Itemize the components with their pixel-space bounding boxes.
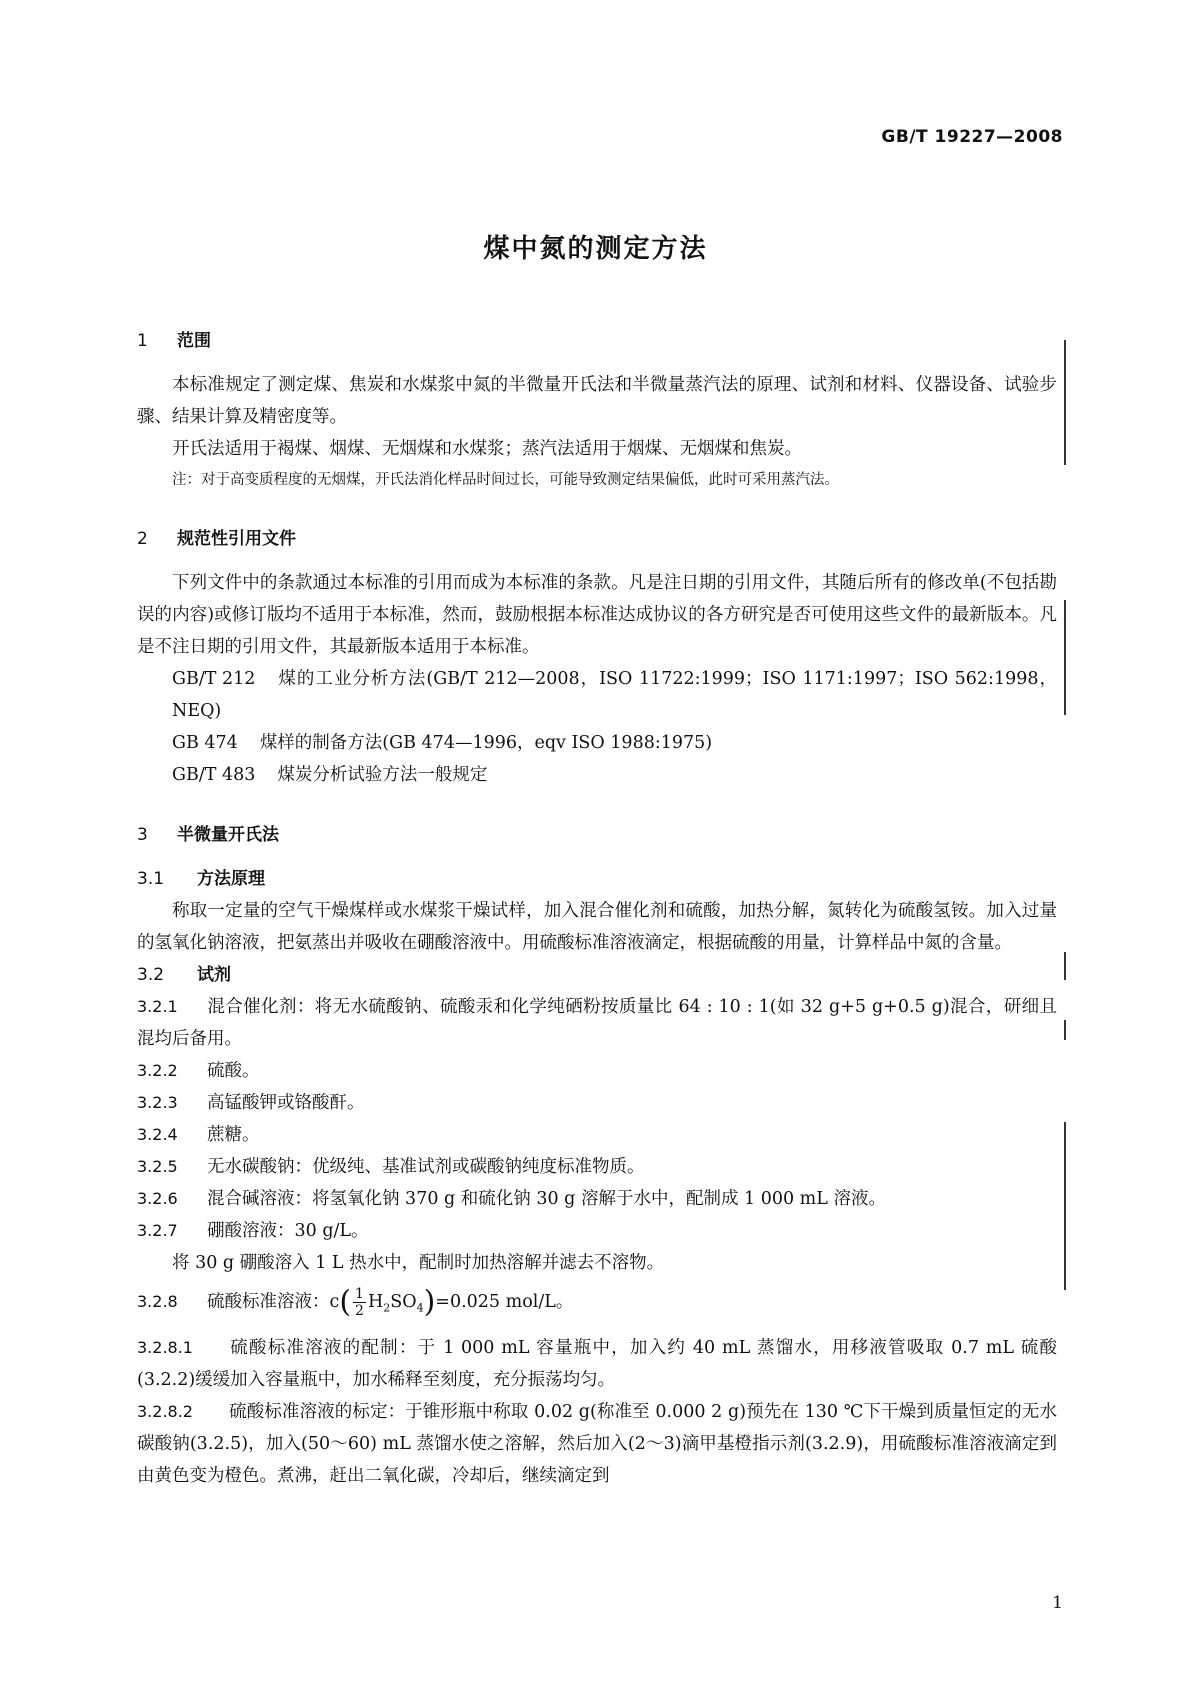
clause-number: 3.2.2: [137, 1061, 178, 1080]
section-title: 半微量开氏法: [177, 825, 279, 845]
clause-3-2-8-2: [137, 1396, 1057, 1492]
formula-paren-close: ): [423, 1284, 436, 1320]
page-number: 1: [1052, 1593, 1063, 1613]
formula-paren-open: (: [339, 1284, 352, 1320]
paragraph: 称取一定量的空气干燥煤样或水煤浆干燥试样，加入混合催化剂和硫酸，加热分解，氮转化为硫酸氢铵。加入过量的氢氧化钠溶液，把氨蒸出并吸收在硼酸溶液中。用硫酸标准溶液滴定，根据硫酸的用量，计算样品中氮的含量。: [137, 901, 1057, 953]
section-1-heading: [137, 325, 1057, 357]
paragraph: 开氏法适用于褐煤、烟煤、无烟煤和水煤浆；蒸汽法适用于烟煤、无烟煤和焦炭。: [172, 439, 802, 459]
clause-number: 3.2.1: [137, 997, 178, 1016]
paragraph: 下列文件中的条款通过本标准的引用而成为本标准的条款。凡是注日期的引用文件，其随后所有的修改单(不包括勘误的内容)或修订版均不适用于本标准，然而，鼓励根据本标准达成协议的各方研究是否可使用这些文件的最新版本。凡是不注日期的引用文件，其最新版本适用于本标准。: [137, 573, 1057, 657]
clause-3-2-1: [137, 991, 1057, 1055]
clause-number: 3.2.6: [137, 1189, 178, 1208]
subsection-title: 方法原理: [197, 869, 265, 889]
clause-3-2-3: [137, 1087, 1057, 1119]
reference-code: GB 474: [172, 733, 238, 753]
subsection-title: 试剂: [197, 965, 231, 985]
clause-text: 混合催化剂：将无水硫酸钠、硫酸汞和化学纯硒粉按质量比 64 : 10 : 1(如 32 g+5 g+0.5 g)混合，研细且混均后备用。: [137, 997, 1057, 1049]
formula-h: H: [367, 1292, 384, 1312]
reference-item: [137, 727, 1057, 759]
subsection-number: 3.2: [137, 965, 165, 985]
formula-value: =0.025 mol/L。: [435, 1292, 574, 1312]
clause-3-2-7: [137, 1215, 1057, 1247]
clause-3-2-8-1: [137, 1332, 1057, 1396]
clause-number: 3.2.8: [137, 1292, 178, 1311]
clause-3-2-4: [137, 1119, 1057, 1151]
formula-sub: 2: [383, 1301, 391, 1315]
section-number: 2: [137, 529, 148, 549]
clause-text: 无水碳酸钠：优级纯、基准试剂或碳酸钠纯度标准物质。: [207, 1157, 645, 1177]
reference-code: GB/T 483: [172, 765, 256, 785]
clause-3-2-6: [137, 1183, 1057, 1215]
formula-so: SO: [390, 1292, 417, 1312]
clause-text: 硼酸溶液：30 g/L。: [207, 1221, 369, 1241]
clause-number: 3.2.8.1: [137, 1337, 193, 1357]
reference-item: [137, 663, 1057, 727]
clause-number: 3.2.5: [137, 1157, 178, 1176]
reference-text: 煤炭分析试验方法一般规定: [277, 765, 488, 785]
formula-sub: 4: [416, 1301, 424, 1315]
paragraph: 将 30 g 硼酸溶入 1 L 热水中，配制时加热溶解并滤去不溶物。: [172, 1253, 665, 1273]
note: 注：对于高变质程度的无烟煤，开氏法消化样品时间过长，可能导致测定结果偏低，此时可采用蒸汽法。: [172, 472, 839, 488]
section-2-heading: [137, 523, 1057, 555]
clause-text: 混合碱溶液：将氢氧化钠 370 g 和硫化钠 30 g 溶解于水中，配制成 1 000 mL 溶液。: [207, 1189, 886, 1209]
change-bar: [1064, 340, 1066, 465]
clause-number: 3.2.7: [137, 1221, 178, 1240]
section-number: 1: [137, 331, 148, 351]
document-title: 煤中氮的测定方法: [483, 234, 708, 264]
standard-code: GB/T 19227—2008: [881, 127, 1063, 147]
subsection-3-1-heading: [137, 863, 1057, 895]
section-3-heading: [137, 819, 1057, 851]
clause-number: 3.2.4: [137, 1125, 178, 1144]
change-bar: [1064, 600, 1066, 715]
clause-text: 高锰酸钾或铬酸酐。: [207, 1093, 365, 1113]
section-title: 范围: [177, 331, 211, 351]
clause-3-2-5: [137, 1151, 1057, 1183]
clause-number: 3.2.3: [137, 1093, 178, 1112]
formula-fraction: [353, 1286, 366, 1319]
clause-text: 蔗糖。: [207, 1125, 260, 1145]
section-title: 规范性引用文件: [177, 529, 296, 549]
change-bar: [1064, 952, 1066, 980]
subsection-number: 3.1: [137, 869, 165, 889]
reference-item: [137, 759, 1057, 791]
reference-text: 煤样的制备方法(GB 474—1996，eqv ISO 1988:1975): [259, 733, 713, 753]
fraction-numerator: 1: [355, 1286, 364, 1302]
reference-code: GB/T 212: [172, 669, 256, 689]
fraction-denominator: 2: [355, 1303, 364, 1319]
clause-text: 硫酸。: [207, 1061, 260, 1081]
paragraph: 本标准规定了测定煤、焦炭和水煤浆中氮的半微量开氏法和半微量蒸汽法的原理、试剂和材料、仪器设备、试验步骤、结果计算及精密度等。: [137, 375, 1057, 427]
change-bar: [1064, 1020, 1066, 1040]
clause-number: 3.2.8.2: [137, 1401, 193, 1421]
reference-text: 煤的工业分析方法(GB/T 212—2008，ISO 11722:1999；ISO 1171:1997；ISO 562:1998，NEQ): [172, 669, 1057, 721]
change-bar: [1064, 1122, 1066, 1290]
subsection-3-2-heading: [137, 959, 1057, 991]
clause-3-2-8: [137, 1279, 1057, 1332]
document-body: [137, 325, 1057, 1492]
section-number: 3: [137, 825, 148, 845]
clause-3-2-2: [137, 1055, 1057, 1087]
clause-text: 硫酸标准溶液的标定：于锥形瓶中称取 0.02 g(称准至 0.000 2 g)预先在 130 ℃下干燥到质量恒定的无水碳酸钠(3.2.5)，加入(50～60) mL 蒸馏水使之溶解，然后加入(2～3)滴甲基橙指示剂(3.2.9)，用硫酸标准溶液滴定到由黄色变为橙色。煮沸，赶出二氧化碳，冷却后，继续滴定到: [137, 1401, 1057, 1486]
clause-label: 硫酸标准溶液：c: [207, 1292, 340, 1312]
clause-text: 硫酸标准溶液的配制：于 1 000 mL 容量瓶中，加入约 40 mL 蒸馏水，用移液管吸取 0.7 mL 硫酸(3.2.2)缓缓加入容量瓶中，加水稀释至刻度，充分振荡均匀。: [137, 1337, 1057, 1390]
